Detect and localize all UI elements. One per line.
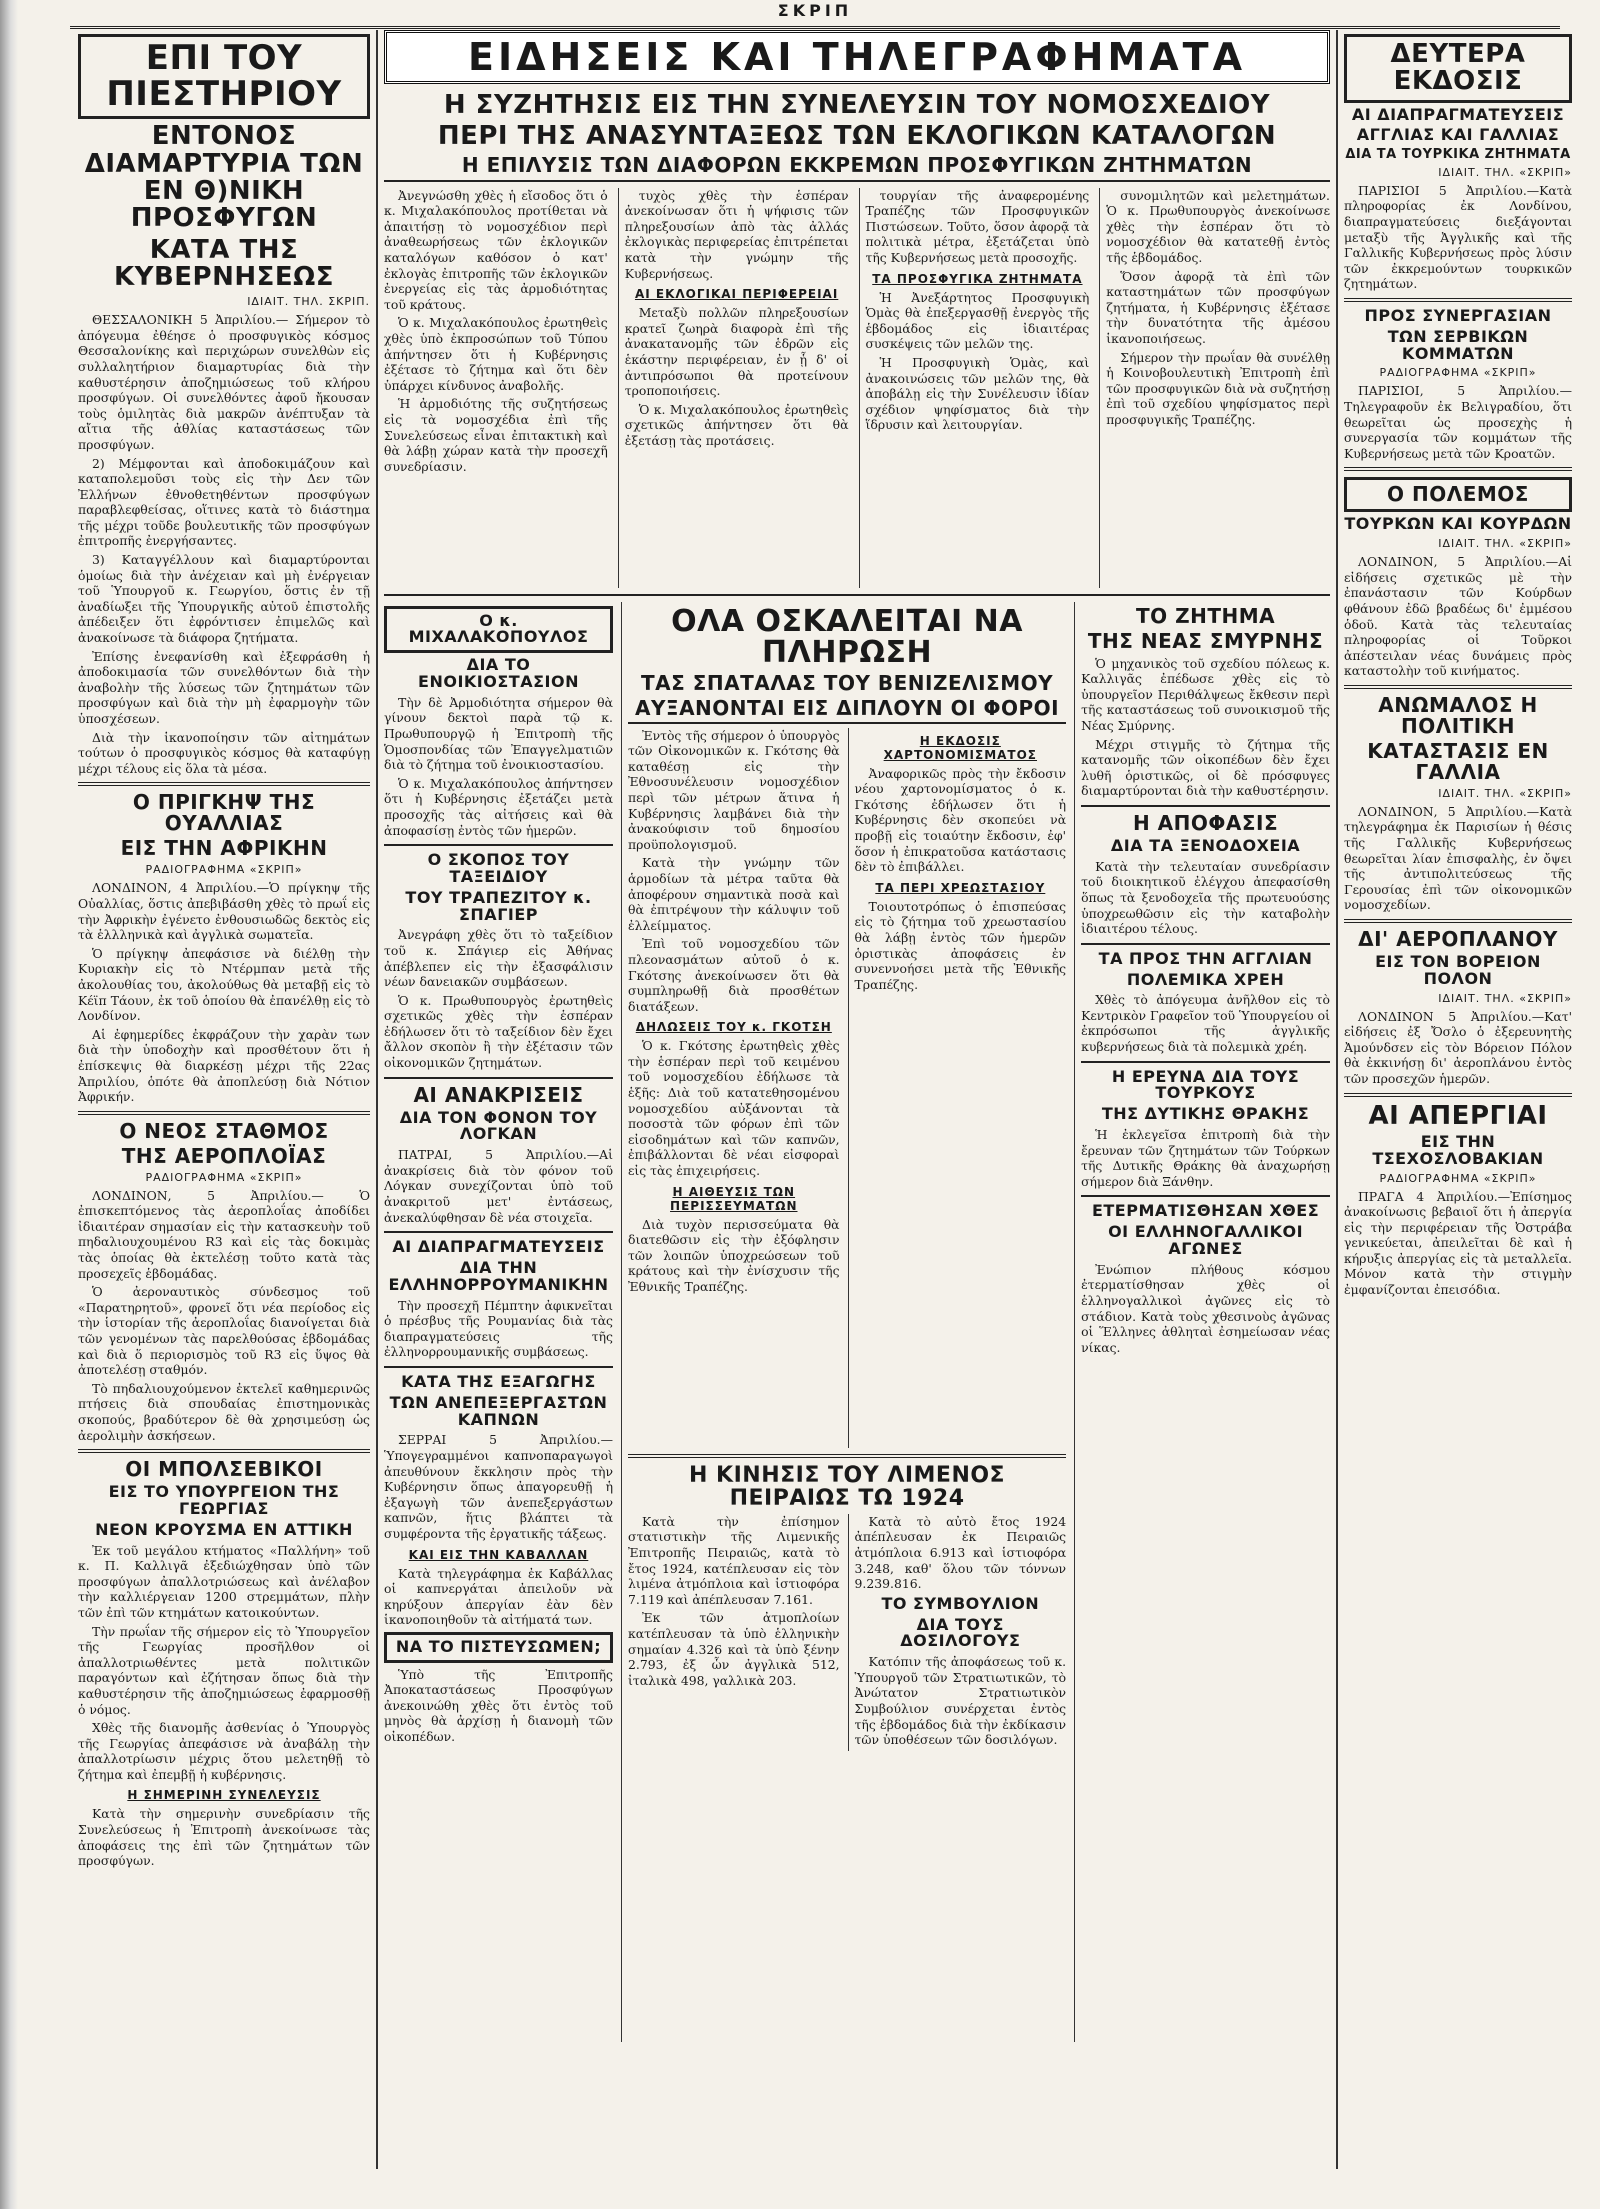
divider <box>78 1111 370 1115</box>
headline-inquiries: ΑΙ ΑΝΑΚΡΙΣΕΙΣ <box>413 1082 584 1107</box>
byline: ΙΔΙΑΙΤ. ΤΗΛ. «ΣΚΡΙΠ» <box>1438 991 1572 1005</box>
headline-taxes: ΑΥΞΑΝΟΝΤΑΙ ΕΙΣ ΔΙΠΛΟΥΝ ΟΙ ΦΟΡΟΙ <box>628 698 1066 724</box>
headline-war-debts: ΠΟΛΕΜΙΚΑ ΧΡΕΗ <box>1126 969 1285 989</box>
headline-kurds: ΤΟΥΡΚΩΝ ΚΑΙ ΚΟΥΡΔΩΝ <box>1344 514 1572 534</box>
paragraph: ΠΑΤΡΑΙ, 5 Ἀπριλίου.—Αἱ ἀνακρίσεις διὰ τὸν φόνον τοῦ Λόγκαν συνεχίζονται ὑπὸ τοῦ ἀνακριτοῦ μετ' ἐντάσεως, ἀνεκαλύφθησαν δὲ νέα στοιχεῖα. <box>384 1147 613 1225</box>
paragraph: ΠΑΡΙΣΙΟΙ, 5 Ἀπριλίου.—Τηλεγραφοῦν ἐκ Βελιγραδίου, ὅτι θεωρεῖται ὡς προσεχὴς ἡ συνεργασία τῶν κομμάτων τῆς Κυβερνήσεως μετὰ τῶν Κροατῶν. <box>1344 383 1572 461</box>
headline-turkish: ΔΙΑ ΤΑ ΤΟΥΡΚΙΚΑ ΖΗΤΗΜΑΤΑ <box>1345 147 1571 163</box>
byline: ΡΑΔΙΟΓΡΑΦΗΜΑ «ΣΚΡΙΠ» <box>145 1170 303 1184</box>
headline-refugees: ΕΝΤΟΝΟΣ ΔΙΑΜΑΡΤΥΡΙΑ ΤΩΝ ΕΝ Θ)ΝΙΚΗ ΠΡΟΣΦΥΓΩΝ <box>84 121 364 234</box>
headline-smyrna: ΤΗΣ ΝΕΑΣ ΣΜΥΡΝΗΣ <box>1087 628 1324 653</box>
headline-airship-2: ΤΗΣ ΑΕΡΟΠΛΟΪΑΣ <box>121 1143 327 1168</box>
column-rule <box>376 30 378 2169</box>
byline: ΡΑΔΙΟΓΡΑΦΗΜΑ «ΣΚΡΙΠ» <box>145 863 303 877</box>
byline: ΙΔΙΑΙΤ. ΤΗΛ. ΣΚΡΙΠ. <box>247 295 370 309</box>
headline-negotiations-uk: ΑΙ ΔΙΑΠΡΑΓΜΑΤΕΥΣΕΙΣ <box>1351 104 1565 124</box>
piraeus-columns <box>628 1514 1066 1751</box>
headline-trip: Ο ΣΚΟΠΟΣ ΤΟΥ ΤΑΞΕΙΔΙΟΥ <box>427 850 570 886</box>
paragraph: Ἡ Ἀνεξάρτητος Προσφυγικὴ Ὁμὰς θὰ ἐπεξεργασθῇ ἐνεργὸς τῆς ἑβδομάδος εἰς ἰδιαιτέρας συσκέψεις τῶν μελῶν της. <box>865 289 1090 352</box>
kicker-press: ΕΠΙ ΤΟΥ ΠΙΕΣΤΗΡΙΟΥ <box>78 34 370 119</box>
paragraph: Ὁ κ. Γκότσης ἐρωτηθεὶς χθὲς τὴν ἑσπέραν περὶ τοῦ κειμένου τοῦ νομοσχεδίου ἐδήλωσε τὰ ἑξῆς: Διὰ τοῦ κατατεθησομένου νομοσχεδίου αὐξάνονται τὰ ποσοστὰ τῶν φόρων ἐπὶ τῶν εἰσοδημάτων καὶ τῶν καπνῶν, ἐπιβάλλονται δὲ νέαι εἰσφοραὶ εἰς τὰς ἐπιχειρήσεις. <box>628 1038 840 1179</box>
lead-col <box>618 188 849 588</box>
taxes-col <box>628 728 840 1448</box>
paragraph: 3) Καταγγέλλουν καὶ διαμαρτύρονται ὁμοίως διὰ τὴν ἀνέχειαν καὶ μὴ ἐνέργειαν τοῦ Ὑπουργοῦ κ. Γεωργίου, ὅστις ἐν τῇ ἀναδίωξει τῆς Ὑπουργικῆς αὐτοῦ ἐπιστολῆς ἀπέδειξεν ὅτι ἐφρόντισεν ἐπιμελῶς καὶ ἀνακοίνωσε τὰ διάφορα ζητήματα. <box>78 552 370 646</box>
section-head: ΑΙ ΕΚΛΟΓΙΚΑΙ ΠΕΡΙΦΕΡΕΙΑΙ <box>634 287 839 302</box>
paragraph: Ὁ ἀεροναυτικὸς σύνδεσμος τοῦ «Παρατηρητοῦ», φρονεῖ ὅτι νέα περίοδος εἰς τὴν ἱστορίαν τῆς ἀεροπλοΐας διανοίγεται διὰ τῶν γενομένων τὰς παρελθούσας ἑβδομάδας καὶ διὰ ὅ περιορισμὸς τοῦ R3 εἰς ὕψος θὰ ἀποτελέσῃ σταθμόν. <box>78 1284 370 1378</box>
headline-prince-2: ΕΙΣ ΤΗΝ ΑΦΡΙΚΗΝ <box>120 836 328 861</box>
divider <box>1081 805 1330 807</box>
paragraph: Κατὰ τὴν γνώμην τῶν ἁρμοδίων τὰ μέτρα ταῦτα θὰ ἀποφέρουν σημαντικὰ ποσὰ καὶ θὰ ἐπιτρέψουν τὴν κάλυψιν τοῦ ἐλλείμματος. <box>628 855 840 933</box>
paragraph: Κατὰ τηλεγράφημα ἐκ Καβάλλας οἱ καπνεργάται ἀπειλοῦν νὰ κηρύξουν ἀπεργίαν ἐὰν δὲν ἱκανοποιηθοῦν τὰ αἰτήματά των. <box>384 1565 613 1628</box>
paragraph: Ἐπὶ τοῦ νομοσχεδίου τῶν πλεονασμάτων αὐτοῦ ὁ κ. Γκότσης ἀνεκοίνωσεν ὅτι θὰ συμπληρωθῇ διὰ προσθέτων διατάξεων. <box>628 936 840 1014</box>
paragraph: Τὴν προσεχῆ Πέμπτην ἀφικνεῖται ὁ πρέσβυς τῆς Ρουμανίας διὰ τὰς διαπραγματεύσεις τῆς ἐλληνορρουμανικῆς συμβάσεως. <box>384 1297 613 1360</box>
paragraph: Ἡ ἀρμοδιότης τῆς συζητήσεως εἰς τὰ νομοσχέδια ἐπὶ τῆς Συνελεύσεως εἶναι ἐπιτακτικὴ καὶ θὰ λάβῃ χώραν κατὰ τὴν προσεχῆ συνεδρίασιν. <box>384 396 608 474</box>
headline-collaborators: ΔΙΑ ΤΟΥΣ ΔΟΣΙΛΟΓΟΥΣ <box>900 1614 1021 1651</box>
subcol-a <box>384 602 613 2042</box>
paragraph: τυχὸς χθὲς τὴν ἑσπέραν ἀνεκοίνωσαν ὅτι ἡ ψήφισις τῶν πληρεξουσίων ἀπὸ τὰς ἀλλάς ἐκλογικὰς περιφερείας ἐπιτρέπεται κατὰ τὴν γνώμην τῆς Κυβερνήσεως. <box>624 187 849 281</box>
paragraph: Ὅσον ἀφορᾷ τὰ ἐπὶ τῶν καταστημάτων τῶν προσφύγων ζητήματα, ἡ Κυβέρνησις ἐξέτασε τὴν δυνατότητα τῆς ἀμέσου ἱκανοποιήσεως. <box>1106 268 1330 346</box>
headline-banker: ΤΟΥ ΤΡΑΠΕΖΙΤΟΥ κ. ΣΠΑΓΙΕΡ <box>405 887 592 924</box>
taxes-columns <box>628 728 1066 1448</box>
byline: ΡΑΔΙΟΓΡΑΦΗΜΑ «ΣΚΡΙΠ» <box>1379 1171 1537 1185</box>
paragraph: Ὁ πρίγκηψ ἀπεφάσισε νὰ διέλθῃ τὴν Κυριακὴν εἰς τὸ Ντέρμπαν μετὰ τῆς ἀκολουθίας του, ἀκολούθως θὰ μεταβῇ εἰς τὸ Κέϊπ Τάουν, ἐκ τοῦ ὁποίου θὰ ἐπανέλθῃ εἰς τὸ Λονδίνον. <box>78 945 370 1024</box>
section-head: Η ΣΗΜΕΡΙΝΗ ΣΥΝΕΛΕΥΣΙΣ <box>127 1788 321 1803</box>
headline-michalakopoulos: Ο κ. ΜΙΧΑΛΑΚΟΠΟΥΛΟΣ <box>384 606 613 654</box>
paragraph: ΘΕΣΣΑΛΟΝΙΚΗ 5 Ἀπριλίου.— Σήμερον τὸ ἀπόγευμα ἐθέησε ὁ προσφυγικὸς κόσμος Θεσσαλονίκης καὶ περιχώρων συνελθὼν εἰς συλλαλητήριον διαμαρτυρίας διὰ τὴν καθυστέρησιν ἀποζημιώσεως τοῦ κλήρου προσφύγων. Οἱ συνελθόντες ἀφοῦ ἤκουσαν τοὺς ὁμιλητὰς διὰ μακρῶν ἀνέπτυξαν τὰ αἴτια τῆς ἀθλίας καταστάσεως τῶν προσφύγων. <box>78 312 370 452</box>
divider <box>1081 1195 1330 1197</box>
paragraph: Ἐπίσης ἐνεφανίσθη καὶ ἐξεφράσθη ἡ ἀποδοκιμασία τῶν συνελθόντων διὰ τὴν ἀναβολὴν τῆς λύσεως τῶν ζητημάτων τῶν προσφύγων καὶ διὰ τὴν μὴ ἐφαρμογὴν τῶν ὑποσχέσεων. <box>78 648 370 726</box>
headline-airship: Ο ΝΕΟΣ ΣΤΑΘΜΟΣ <box>119 1118 329 1143</box>
paragraph: Ἡ ἐκλεγεῖσα ἐπιτροπὴ διὰ τὴν ἔρευναν τῶν ζητημάτων τῶν Τούρκων τῆς Δυτικῆς Θράκης θὰ ἀναχωρήσῃ σήμερον διὰ Ξάνθην. <box>1081 1127 1330 1189</box>
paragraph: Ὁ μηχανικὸς τοῦ σχεδίου πόλεως κ. Καλλιγᾶς ἐπέδωσε χθὲς εἰς τὸ ὑπουργεῖον Περιθάλψεως ἔκθεσιν περὶ τῆς καταστάσεως τοῦ συνοικισμοῦ τῆς Νέας Σμύρνης. <box>1081 655 1330 733</box>
paragraph: Αἱ ἐφημερίδες ἐκφράζουν τὴν χαρὰν των διὰ τὴν ὑποδοχὴν καὶ προσθέτουν ὅτι ἡ ἐπίσκεψις θὰ διαρκέσῃ μέχρι τῆς 22ας Ἀπριλίου, ὁπότε θὰ ἀποπλεύσῃ διὰ Νότιον Ἀφρικήν. <box>78 1026 370 1105</box>
paragraph: Κατὰ τὸ αὐτὸ ἔτος 1924 ἀπέπλευσαν ἐκ Πειραιῶς ἀτμόπλοια 6.913 καὶ ἱστιοφόρα 3.248, καθ' ὅλου τῶν τόννων 9.239.816. <box>854 1513 1067 1592</box>
paragraph: συνομιλητῶν καὶ μελετημάτων. Ὁ κ. Πρωθυπουργὸς ἀνεκοίνωσε χθὲς τὴν ἑσπέραν ὅτι τὸ νομοσχέδιον θὰ κατατεθῇ ἐντὸς τῆς ἑβδομάδος. <box>1106 187 1330 265</box>
section-head: Η ΕΚΔΟΣΙΣ ΧΑΡΤΟΝΟΜΙΣΜΑΤΟΣ <box>883 733 1038 762</box>
paragraph: τουργίαν τῆς ἀναφερομένης Τραπέζης τῶν Προσφυγικῶν Πιστώσεων. Τοῦτο, ὅσον ἀφορᾷ τὰ πολιτικὰ μέτρα, ἐξετάζεται ὑπὸ τῆς Κυβερνήσεως μετὰ προσοχῆς. <box>865 187 1090 265</box>
byline: ΡΑΔΙΟΓΡΑΦΗΜΑ «ΣΚΡΙΠ» <box>1379 366 1537 380</box>
paragraph: Ὁ κ. Πρωθυπουργὸς ἐρωτηθεὶς σχετικῶς χθὲς τὴν ἑσπέραν ἐδήλωσεν ὅτι τὸ ταξείδιον δὲν ἔχει ἄλλον σκοπὸν ἢ τὴν ἐξέτασιν τῶν οἰκονομικῶν ζητημάτων. <box>384 992 613 1071</box>
headline-ended: ΕΤΕΡΜΑΤΙΣΘΗΣΑΝ ΧΘΕΣ <box>1091 1201 1320 1221</box>
headline-turks: Η ΕΡΕΥΝΑ ΔΙΑ ΤΟΥΣ ΤΟΥΡΚΟΥΣ <box>1111 1066 1300 1103</box>
paragraph: Κατὰ τὴν ἐπίσημον στατιστικὴν τῆς Λιμενικῆς Ἐπιτροπῆς Πειραιῶς, κατὰ τὸ ἔτος 1924, κατέπλευσαν εἰς τὸν λιμένα ἀτμόπλοια καὶ ἱστιοφόρα 7.119 καὶ ἀπέπλευσαν 7.161. <box>628 1513 840 1607</box>
news-banner: ΕΙΔΗΣΕΙΣ ΚΑΙ ΤΗΛΕΓΡΑΦΗΜΑΤΑ <box>384 30 1330 84</box>
page-crease <box>0 0 18 2209</box>
headline-electoral-lists: ΠΕΡΙ ΤΗΣ ΑΝΑΣΥΝΤΑΞΕΩΣ ΤΩΝ ΕΚΛΟΓΙΚΩΝ ΚΑΤΑΛΟΓΩΝ <box>437 121 1277 152</box>
paragraph: ΠΡΑΓΑ 4 Ἀπριλίου.—Ἐπίσημος ἀνακοίνωσις βεβαιοῖ ὅτι ἡ ἀπεργία εἰς τὴν περιφέρειαν τῆς Ὀστράβα γενικεύεται, ἀπειλεῖται δὲ καὶ ἡ κήρυξις ἀπεργίας εἰς τὰ μεταλλεῖα. Μόνον κατὰ τὴν στιγμὴν ἐμφανίζονται ἐπεισόδια. <box>1344 1188 1572 1298</box>
headline-abnormal: ΑΝΩΜΑΛΟΣ Η ΠΟΛΙΤΙΚΗ <box>1378 692 1538 738</box>
paragraph: Διὰ τὴν ἱκανοποίησιν τῶν αἰτημάτων τούτων ὁ προσφυγικὸς κόσμος θὰ καταφύγῃ μέχρι τέλους εἰς ὅλα τὰ μέσα. <box>78 729 370 776</box>
headline-ministry: ΕΙΣ ΤΟ ΥΠΟΥΡΓΕΙΟΝ ΤΗΣ ΓΕΩΡΓΙΑΣ <box>108 1482 340 1518</box>
headline-believe: ΝΑ ΤΟ ΠΙΣΤΕΥΣΩΜΕΝ; <box>384 1632 613 1663</box>
subhead-attica: ΝΕΟΝ ΚΡΟΥΣΜΑ ΕΝ ΑΤΤΙΚΗ <box>95 1519 353 1539</box>
headline-issue: ΤΟ ΖΗΤΗΜΑ <box>1135 603 1276 628</box>
divider <box>628 1454 1066 1458</box>
section-head: Η ΑΙΘΕΥΣΙΣ ΤΩΝ ΠΕΡΙΣΣΕΥΜΑΤΩΝ <box>670 1184 798 1213</box>
headline-romanian: ΔΙΑ ΤΗΝ ΕΛΛΗΝΟΡΡΟΥΜΑΝΙΚΗΝ <box>388 1258 609 1294</box>
headline-tobacco: ΤΩΝ ΑΝΕΠΕΞΕΡΓΑΣΤΩΝ ΚΑΠΝΩΝ <box>389 1392 608 1429</box>
paragraph: Τὴν πρωΐαν τῆς σήμερον εἰς τὸ Ὑπουργεῖον τῆς Γεωργίας προσῆλθον οἱ ἀπαλλοτριωθέντες μετὰ πολιτικῶν παραγόντων καὶ ἐζήτησαν ὅπως διὰ τὴν καθυστέρησιν τῆς ἀποζημιώσεως ἐφαρμοσθῇ ὁ νόμος. <box>78 1623 370 1717</box>
paragraph: ΛΟΝΔΙΝΟΝ, 4 Ἀπριλίου.—Ὁ πρίγκηψ τῆς Οὐαλλίας, ὅστις ἀπεβιβάσθη χθὲς τὸ πρωΐ εἰς τὴν Ἀφρικὴν ἐγένετο ἐνθουσιωδῶς δεκτὸς εἰς τὰ ἑλλληνικὰ καὶ ἀγγλικὰ σωματεῖα. <box>78 880 370 943</box>
headline-hotels: ΔΙΑ ΤΑ ΞΕΝΟΔΟΧΕΙΑ <box>1110 835 1301 855</box>
divider <box>78 1449 370 1453</box>
divider <box>78 782 370 786</box>
divider <box>1344 298 1572 302</box>
headline-north-pole: ΕΙΣ ΤΟΝ ΒΟΡΕΙΟΝ ΠΟΛΟΝ <box>1375 952 1541 988</box>
lead-col <box>1099 188 1330 588</box>
divider <box>384 844 613 846</box>
headline-games: ΟΙ ΕΛΛΗΝΟΓΑΛΛΙΚΟΙ ΑΓΩΝΕΣ <box>1108 1222 1304 1259</box>
paragraph: Χθὲς τῆς διανομῆς ἀσθενίας ὁ Ὑπουργὸς τῆς Γεωργίας ἀπεφάσισε νὰ ἀναβάλῃ τὴν ἀπαλλοτρίωσιν μέχρις ὅτου μελετηθῇ τὸ ζήτημα καὶ ἐπεμβῇ ἡ κυβέρνησις. <box>78 1720 370 1782</box>
headline-piraeus: Η ΚΙΝΗΣΙΣ ΤΟΥ ΛΙΜΕΝΟΣ ΠΕΙΡΑΙΩΣ ΤΩ 1924 <box>688 1462 1006 1511</box>
masthead: ΣΚΡΙΠ <box>70 0 1560 29</box>
headline-serbian: ΤΩΝ ΣΕΡΒΙΚΩΝ ΚΟΜΜΑΤΩΝ <box>1387 326 1529 363</box>
paragraph: ΣΕΡΡΑΙ 5 Ἀπριλίου.—Ὑπογεγραμμένοι καπνοπαραγωγοὶ ἀπευθύνουν ἔκκλησιν πρὸς τὴν Κυβέρνησιν ὅπως ἀπαγορευθῇ ἡ ἐξαγωγὴ τῶν ἀνεπεξεργάστων καπνῶν, ἥτις βλάπτει τὰ συμφέροντα τῆς ἐργατικῆς τάξεως. <box>384 1432 613 1541</box>
headline-war: Ο ΠΟΛΕΜΟΣ <box>1344 477 1572 512</box>
divider <box>1344 1093 1572 1097</box>
paragraph: Ὁ κ. Μιχαλακόπουλος ἐρωτηθεὶς σχετικῶς ἀπήντησεν ὅτι θὰ ἐξετάσῃ τὰς προτάσεις. <box>624 401 849 448</box>
paragraph: Ὁ κ. Μιχαλακόπουλος ἀπήντησεν ὅτι ἡ Κυβέρνησις ἐξετάζει μετὰ προσοχῆς τὰς αἰτήσεις καὶ θὰ ἀποφασίσῃ ἐντὸς τῶν ἡμερῶν. <box>384 775 613 838</box>
center-section <box>384 30 1330 2170</box>
piraeus-col <box>848 1514 1067 1751</box>
byline: ΙΔΙΑΙΤ. ΤΗΛ. «ΣΚΡΙΠ» <box>1438 537 1572 551</box>
divider <box>1081 1061 1330 1063</box>
subcol-taxes <box>621 602 1066 2042</box>
divider <box>1344 467 1572 471</box>
paragraph: Ἐκ τοῦ μεγάλου κτήματος «Παλλήνη» τοῦ κ. Π. Καλλιγᾶ ἐξεδιώχθησαν ὑπὸ τῶν προσφύγων ἀπαλλοτριώσεως καὶ ἀνέλαβον τὴν καλλιέργειαν 1200 στρεμμάτων, πλὴν τῶν ἐπὶ τῶν κτημάτων κατοικούντων. <box>78 1542 370 1620</box>
section-head: ΤΑ ΠΕΡΙ ΧΡΕΩΣΤΑΣΙΟΥ <box>875 880 1046 895</box>
subcol-d <box>1074 602 1330 2042</box>
headline-strikes: ΑΙ ΑΠΕΡΓΙΑΙ <box>1368 1100 1548 1131</box>
paragraph: Σήμερον τὴν πρωΐαν θὰ συνέλθῃ ἡ Κοινοβουλευτικὴ Ἐπιτροπὴ ἐπὶ τῶν προσφυγικῶν διὰ νὰ συζητήσῃ ἐπὶ τοῦ σχεδίου ψηφίσματος περὶ προσφυγικῆς Τραπέζης. <box>1106 349 1330 427</box>
paragraph: ΛΟΝΔΙΝΟΝ 5 Ἀπριλίου.—Κατ' εἰδήσεις ἐξ Ὄσλο ὁ ἐξερευνητὴς Ἀμούνδσεν εἰς τὸν Βόρειον Πόλον θὰ ἐκκινήσῃ δι' ἀεροπλάνου ἐντὸς τῶν προσεχῶν ἡμερῶν. <box>1344 1008 1572 1087</box>
divider <box>1344 685 1572 689</box>
paragraph: Ἐντὸς τῆς σήμερον ὁ ὑπουργὸς τῶν Οἰκονομικῶν κ. Γκότσης θὰ καταθέσῃ εἰς τὴν Ἐθνοσυνέλευσιν νομοσχέδιον περὶ τῶν μέτρων ἅτινα ἡ Κυβέρνησις λαμβάνει διὰ τὴν ἀνακούφισιν τοῦ δημοσίου προϋπολογισμοῦ. <box>628 727 840 852</box>
headline-czechoslovakia: ΕΙΣ ΤΗΝ ΤΣΕΧΟΣΛΟΒΑΚΙΑΝ <box>1372 1131 1544 1168</box>
headline-prince: Ο ΠΡΙΓΚΗΨ ΤΗΣ ΟΥΑΛΛΙΑΣ <box>132 790 316 836</box>
divider <box>384 1231 613 1233</box>
section-head: ΚΑΙ ΕΙΣ ΤΗΝ ΚΑΒΑΛΛΑΝ <box>408 1547 589 1562</box>
divider <box>1081 943 1330 945</box>
taxes-col <box>848 728 1067 1448</box>
headline-council: ΤΟ ΣΥΜΒΟΥΛΙΟΝ <box>881 1593 1040 1613</box>
headline-debate: Η ΣΥΖΗΤΗΣΙΣ ΕΙΣ ΤΗΝ ΣΥΝΕΛΕΥΣΙΝ ΤΟΥ ΝΟΜΟΣΧΕΔΙΟΥ <box>443 90 1271 120</box>
paragraph: Τὸ πηδαλιουχούμενον ἐκτελεῖ καθημερινῶς πτήσεις διὰ σπουδαίας ἐπιστημονικὰς σκοπούς, βραδύτερον δὲ θὰ χρησιμεύσῃ ὡς ἀερολιμὴν ἀσκήσεων. <box>78 1380 370 1443</box>
headline-pending-issues: Η ΕΠΙΛΥΣΙΣ ΤΩΝ ΔΙΑΦΟΡΩΝ ΕΚΚΡΕΜΩΝ ΠΡΟΣΦΥΓΙΚΩΝ ΖΗΤΗΜΑΤΩΝ <box>384 155 1330 182</box>
paragraph: Ἀνεγράφη χθὲς ὅτι τὸ ταξείδιον τοῦ κ. Σπάγιερ εἰς Ἀθήνας ἀπέβλεπεν εἰς τὴν ἐξασφάλισιν νέων δανειακῶν συμβάσεων. <box>384 927 613 990</box>
lead-article-columns <box>384 188 1330 588</box>
headline-export: ΚΑΤΑ ΤΗΣ ΕΞΑΓΩΓΗΣ <box>401 1371 596 1391</box>
headline-waste: ΤΑΣ ΣΠΑΤΑΛΑΣ ΤΟΥ ΒΕΝΙΖΕΛΙΣΜΟΥ <box>640 670 1054 695</box>
paragraph: Ἐνώπιον πλήθους κόσμου ἐτερματίσθησαν χθὲς οἱ ἑλληνογαλλικοὶ ἀγῶνες εἰς τὸ στάδιον. Κατὰ τοὺς χθεσινοὺς ἀγῶνας οἱ Ἕλληνες ἀθληταὶ ἐσημείωσαν νέας νίκας. <box>1081 1261 1330 1355</box>
paragraph: ΛΟΝΔΙΝΟΝ, 5 Ἀπριλίου.—Κατὰ τηλεγράφημα ἐκ Παρισίων ἡ θέσις τῆς Γαλλικῆς Κυβερνήσεως θεωρεῖται λίαν ἐπισφαλὴς, ἐν ὄψει τῆς ἀντιπολιτεύσεως τῆς Γερουσίας ἐπὶ τῶν οἰκονομικῶν νομοσχεδίων. <box>1344 803 1572 913</box>
right-column <box>1344 30 1572 2160</box>
divider <box>384 1077 613 1079</box>
paragraph: Μεταξὺ πολλῶν πληρεξουσίων κρατεῖ ζωηρὰ διαφορὰ ἐπὶ τῆς ἀνακατανομῆς τῶν ἑδρῶν εἰς ἑκάστην περιφέρειαν, ἐν ᾗ δ' οἱ ἀντιπρόσωποι θὰ προτείνουν τροποποιήσεις. <box>624 305 849 399</box>
byline: ΙΔΙΑΙΤ. ΤΗΛ. «ΣΚΡΙΠ» <box>1438 786 1572 800</box>
headline-airplane: ΔΙ' ΑΕΡΟΠΛΑΝΟΥ <box>1358 927 1558 952</box>
headline-pay: ΟΛΑ ΟΣΚΑΛΕΙΤΑΙ ΝΑ ΠΛΗΡΩΣΗ <box>671 603 1023 671</box>
paragraph: Ἐκ τῶν ἀτμοπλοίων κατέπλευσαν τὰ ὑπὸ ἑλληνικὴν σημαίαν 4.326 καὶ τὰ ὑπὸ ξένην 2.793, ἐξ ὧν ἀγγλικὰ 512, ἰταλικὰ 498, γαλλικὰ 203. <box>628 1610 840 1688</box>
paragraph: Μέχρι στιγμῆς τὸ ζήτημα τῆς κατανομῆς τῶν οἰκοπέδων δὲν ἔχει λυθῆ ὁριστικῶς, οἱ δὲ πρόσφυγες διαμαρτύρονται διὰ τὴν καθυστέρησιν. <box>1081 736 1330 799</box>
paragraph: Ἀναφορικῶς πρὸς τὴν ἔκδοσιν νέου χαρτονομίσματος ὁ κ. Γκότσης ἐδήλωσεν ὅτι ἡ Κυβέρνησις δὲν σκοπεύει νὰ προβῇ εἰς τοιαύτην ἔκδοσιν, ἐφ' ὅσον ἡ ἐπικρατοῦσα κατάστασις δὲν τὸ ἐπιβάλλει. <box>854 765 1067 875</box>
paragraph: ΛΟΝΔΙΝΟΝ, 5 Ἀπριλίου.— Ὁ ἐπισκεπτόμενος τὰς ἀεροπλοΐας ἀποδίδει ἰδιαιτέραν σημασίαν εἰς τὴν κατασκευὴν τοῦ πηδαλιουχουμένου R3 καὶ εἰς τὰς δοκιμὰς τὰς ὁποίας θὰ ἐκτελέσῃ τοῦτο κατὰ τὰς προσεχεῖς ἑβδομάδας. <box>78 1187 370 1281</box>
paragraph: Ὑπὸ τῆς Ἐπιτροπῆς Ἀποκαταστάσεως Προσφύγων ἀνεκοινώθη χθὲς ὅτι ἐντὸς τοῦ μηνὸς θὰ ἀρχίσῃ ἡ διανομὴ τῶν οἰκοπέδων. <box>384 1666 613 1745</box>
headline-england: ΤΑ ΠΡΟΣ ΤΗΝ ΑΓΓΛΙΑΝ <box>1098 948 1313 968</box>
paragraph: Κατὰ τὴν τελευταίαν συνεδρίασιν τοῦ διοικητικοῦ ἐλέγχου ἀπεφασίσθη ὅπως τὰ ξενοδοχεῖα τῆς πρωτευούσης ὑποχρεωθῶσιν εἰς τὴν καταβολὴν ἰδιαιτέρου τέλους. <box>1081 858 1330 937</box>
column-rule <box>1336 30 1338 2169</box>
headline-thrace: ΤΗΣ ΔΥΤΙΚΗΣ ΘΡΑΚΗΣ <box>1101 1104 1310 1124</box>
second-edition: ΔΕΥΤΕΡΑ ΕΚΔΟΣΙΣ <box>1344 34 1572 103</box>
piraeus-col <box>628 1514 840 1751</box>
lower-center <box>384 602 1330 2042</box>
headline-negotiations: ΑΙ ΔΙΑΠΡΑΓΜΑΤΕΥΣΕΙΣ <box>392 1237 605 1257</box>
lead-col <box>859 188 1090 588</box>
byline: ΙΔΙΑΙΤ. ΤΗΛ. «ΣΚΡΙΠ» <box>1438 165 1572 179</box>
paragraph: 2) Μέμφονται καὶ ἀποδοκιμάζουν καὶ καταπολεμοῦσι τοὺς εἰς τὴν Δεν τῶν Ἐλλήνων ἐθνοθετηθέντων προσφύγων παραβλεφθείσας, οἵτινες κατὰ τὸ διάστημα τῆς μέχρι τοῦδε βουλευτικῆς τῶν προσφύγων ἐπιτροπῆς ἐνεργήσαντες. <box>78 455 370 549</box>
headline-rent: ΔΙΑ ΤΟ ΕΝΟΙΚΙΟΣΤΑΣΙΟΝ <box>418 655 579 691</box>
divider <box>1344 919 1572 923</box>
paragraph: Ἡ Προσφυγικὴ Ὁμὰς, καὶ ἀνακοινώσεις τῶν μελῶν της, θὰ ἀποβάλῃ εἰς τὴν Συνέλευσιν ἰδίαν σχέδιον ψηφίσματος διὰ τὴν ἵδρυσιν καὶ λειτουργίαν. <box>865 354 1090 433</box>
headline-decision: Η ΑΠΟΦΑΣΙΣ <box>1132 810 1279 835</box>
divider <box>384 1366 613 1368</box>
paragraph: Χθὲς τὸ ἀπόγευμα ἀνῆλθον εἰς τὸ Κεντρικὸν Γραφεῖον τοῦ Ὑπουργείου οἱ ἐκπρόσωποι τῆς ἀγγλικῆς κυβερνήσεως διὰ τὰ πολεμικὰ χρέη. <box>1081 992 1330 1055</box>
section-head: ΤΑ ΠΡΟΣΦΥΓΙΚΑ ΖΗΤΗΜΑΤΑ <box>872 271 1083 286</box>
paragraph: Τὴν δὲ Ἀρμοδιότητα σήμερον θὰ γίνουν δεκτοὶ παρὰ τῷ κ. Πρωθυπουργῷ ἡ Ἐπιτροπὴ τῆς Ὁμοσπονδίας τῶν Ἐπαγγελματιῶν διὰ τὸ ζήτημα τοῦ ἐνοικιοστασίου. <box>384 694 613 773</box>
paragraph: Ὁ κ. Μιχαλακόπουλος ἐρωτηθεὶς χθὲς ὑπὸ ἐκπροσώπων τοῦ Τύπου ἀπήντησεν ὅτι ἡ Κυβέρνησις ἐξέτασε τὸ ζήτημα καὶ ὅτι δὲν ὑπάρχει κίνδυνος ἀναβολῆς. <box>384 315 608 393</box>
lead-col <box>384 188 608 588</box>
headline-refugees-2: ΚΑΤΑ ΤΗΣ ΚΥΒΕΡΝΗΣΕΩΣ <box>113 234 334 292</box>
paragraph: Κατὰ τὴν σημερινὴν συνεδρίασιν τῆς Συνελεύσεως ἡ Ἐπιτροπὴ ἀνεκοίνωσε τὰς ἀποφάσεις της ἐπὶ τῶν ζητημάτων τῶν προσφύγων. <box>78 1806 370 1869</box>
paragraph: Τοιουτοτρόπως ὁ ἐπισπεύσας εἰς τὸ ζήτημα τοῦ χρεωστασίου θὰ λάβῃ ἐντὸς τῶν ἡμερῶν ὁριστικὰς ἀποφάσεις ἐν συνεννοήσει μετὰ τῆς Ἐθνικῆς Τραπέζης. <box>854 898 1067 992</box>
paragraph: Διὰ τυχὸν περισσεύματα θὰ διατεθῶσιν εἰς τὴν ἐξόφλησιν τῶν λοιπῶν ὑποχρεώσεων τοῦ κράτους καὶ τὴν ἐνίσχυσιν τῆς Ἐθνικῆς Τραπέζης. <box>628 1216 840 1294</box>
divider <box>384 594 1330 596</box>
left-column <box>78 30 370 2160</box>
headline-logan: ΔΙΑ ΤΟΝ ΦΟΝΟΝ ΤΟΥ ΛΟΓΚΑΝ <box>399 1107 598 1144</box>
headline-cooperation: ΠΡΟΣ ΣΥΝΕΡΓΑΣΙΑΝ <box>1364 305 1552 325</box>
headline-france: ΚΑΤΑΣΤΑΣΙΣ ΕΝ ΓΑΛΛΙΑ <box>1367 738 1549 784</box>
paragraph: Κατόπιν τῆς ἀποφάσεως τοῦ κ. Ὑπουργοῦ τῶν Στρατιωτικῶν, τὸ Ἀνώτατον Στρατιωτικὸν Συμβούλιον συνέρχεται ἐντὸς τῆς ἑβδομάδος διὰ τὴν ἐκδίκασιν τῶν ὑποθέσεων τῶν δοσιλόγων. <box>854 1654 1067 1748</box>
kicker-bolsheviks: ΟΙ ΜΠΟΛΣΕΒΙΚΟΙ <box>125 1457 323 1482</box>
headline-england-france: ΑΓΓΛΙΑΣ ΚΑΙ ΓΑΛΛΙΑΣ <box>1356 125 1560 145</box>
section-head: ΔΗΛΩΣΕΙΣ ΤΟΥ κ. ΓΚΟΤΣΗ <box>635 1020 832 1035</box>
paragraph: ΛΟΝΔΙΝΟΝ, 5 Ἀπριλίου.—Αἱ εἰδήσεις σχετικῶς μὲ τὴν ἐπανάστασιν τῶν Κούρδων φθάνουν ἐδῶ βραδέως δι' ἐμμέσου ὁδοῦ. Κατὰ τὰς τελευταίας πληροφορίας οἱ Τοῦρκοι ἀπέστειλαν νέας δυνάμεις πρὸς καταστολὴν τοῦ κινήματος. <box>1344 554 1572 679</box>
paragraph: Ἀνεγνώσθη χθὲς ἡ εἴσοδος ὅτι ὁ κ. Μιχαλακόπουλος προτίθεται νὰ ἀπαιτήσῃ τὸ νομοσχέδιον περὶ ἀναθεωρήσεως τῶν ἐκλογικῶν καταλόγων καθόσον ὁ κατ' ἐκλογὰς ἐπιτροπῆς τῶν ἐκλογικῶν ἐνεργείας εἰς τὰς ἀρμοδιότητας τοῦ κράτους. <box>384 187 608 312</box>
paragraph: ΠΑΡΙΣΙΟΙ 5 Ἀπριλίου.—Κατὰ πληροφορίας ἐκ Λονδίνου, διαπραγματεύσεις διεξάγονται μεταξὺ τῆς Ἀγγλικῆς καὶ τῆς Γαλλικῆς Κυβερνήσεως πρὸς λύσιν τῶν ἐκκρεμούντων τουρκικῶν ζητημάτων. <box>1344 182 1572 292</box>
